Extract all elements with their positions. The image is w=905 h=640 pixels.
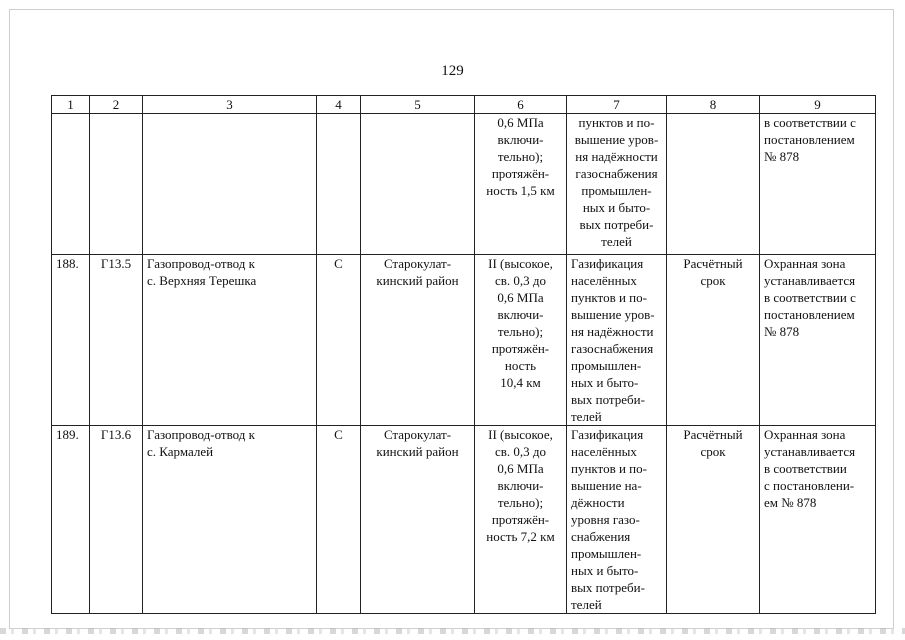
object-term: Расчётный срок [667,426,760,614]
table-row [52,426,876,614]
object-code: Г13.6 [90,426,143,614]
protection-zone: Охранная зона устанавливается в соответствии с постановлени- ем № 878 [760,426,876,614]
object-location: Старокулат- кинский район [361,255,475,426]
header-cell-8: 8 [667,96,760,114]
object-purpose: Газификация населённых пунктов и по- вышение уров- ня надёжности газоснабжения промышлен- ных и быто- вых потреби- телей [567,255,667,426]
header-cell-9: 9 [760,96,876,114]
header-cell-7: 7 [567,96,667,114]
object-type: С [317,255,361,426]
object-purpose: Газификация населённых пунктов и по- вышение на- дёжности уровня газо- снабжения промышлен- ных и быто- вых потреби- телей [567,426,667,614]
row-number: 188. [52,255,90,426]
object-params: II (высокое, св. 0,3 до 0,6 МПа включи- тельно); протяжён- ность 7,2 км [475,426,567,614]
object-type: С [317,426,361,614]
header-cell-6: 6 [475,96,567,114]
header-row [52,96,876,114]
object-code [90,114,143,255]
scan-artifact-strip [0,628,905,634]
header-cell-5: 5 [361,96,475,114]
table-row [52,255,876,426]
protection-zone: в соответствии с постановлением № 878 [760,114,876,255]
object-term: Расчётный срок [667,255,760,426]
object-params: II (высокое, св. 0,3 до 0,6 МПа включи- тельно); протяжён- ность 10,4 км [475,255,567,426]
row-number: 189. [52,426,90,614]
page-number: 129 [441,63,464,79]
object-name [143,114,317,255]
object-params: 0,6 МПа включи- тельно); протяжён- ность 1,5 км [475,114,567,255]
object-location [361,114,475,255]
object-location: Старокулат- кинский район [361,426,475,614]
object-code: Г13.5 [90,255,143,426]
document-table [51,95,876,614]
row-number [52,114,90,255]
protection-zone: Охранная зона устанавливается в соответствии с постановлением № 878 [760,255,876,426]
table-row [52,114,876,255]
header-cell-1: 1 [52,96,90,114]
header-cell-2: 2 [90,96,143,114]
object-name: Газопровод-отвод к с. Верхняя Терешка [143,255,317,426]
object-type [317,114,361,255]
object-purpose: пунктов и по- вышение уров- ня надёжности газоснабжения промышлен- ных и быто- вых потреби- телей [567,114,667,255]
object-term [667,114,760,255]
object-name: Газопровод-отвод к с. Кармалей [143,426,317,614]
header-cell-4: 4 [317,96,361,114]
header-cell-3: 3 [143,96,317,114]
